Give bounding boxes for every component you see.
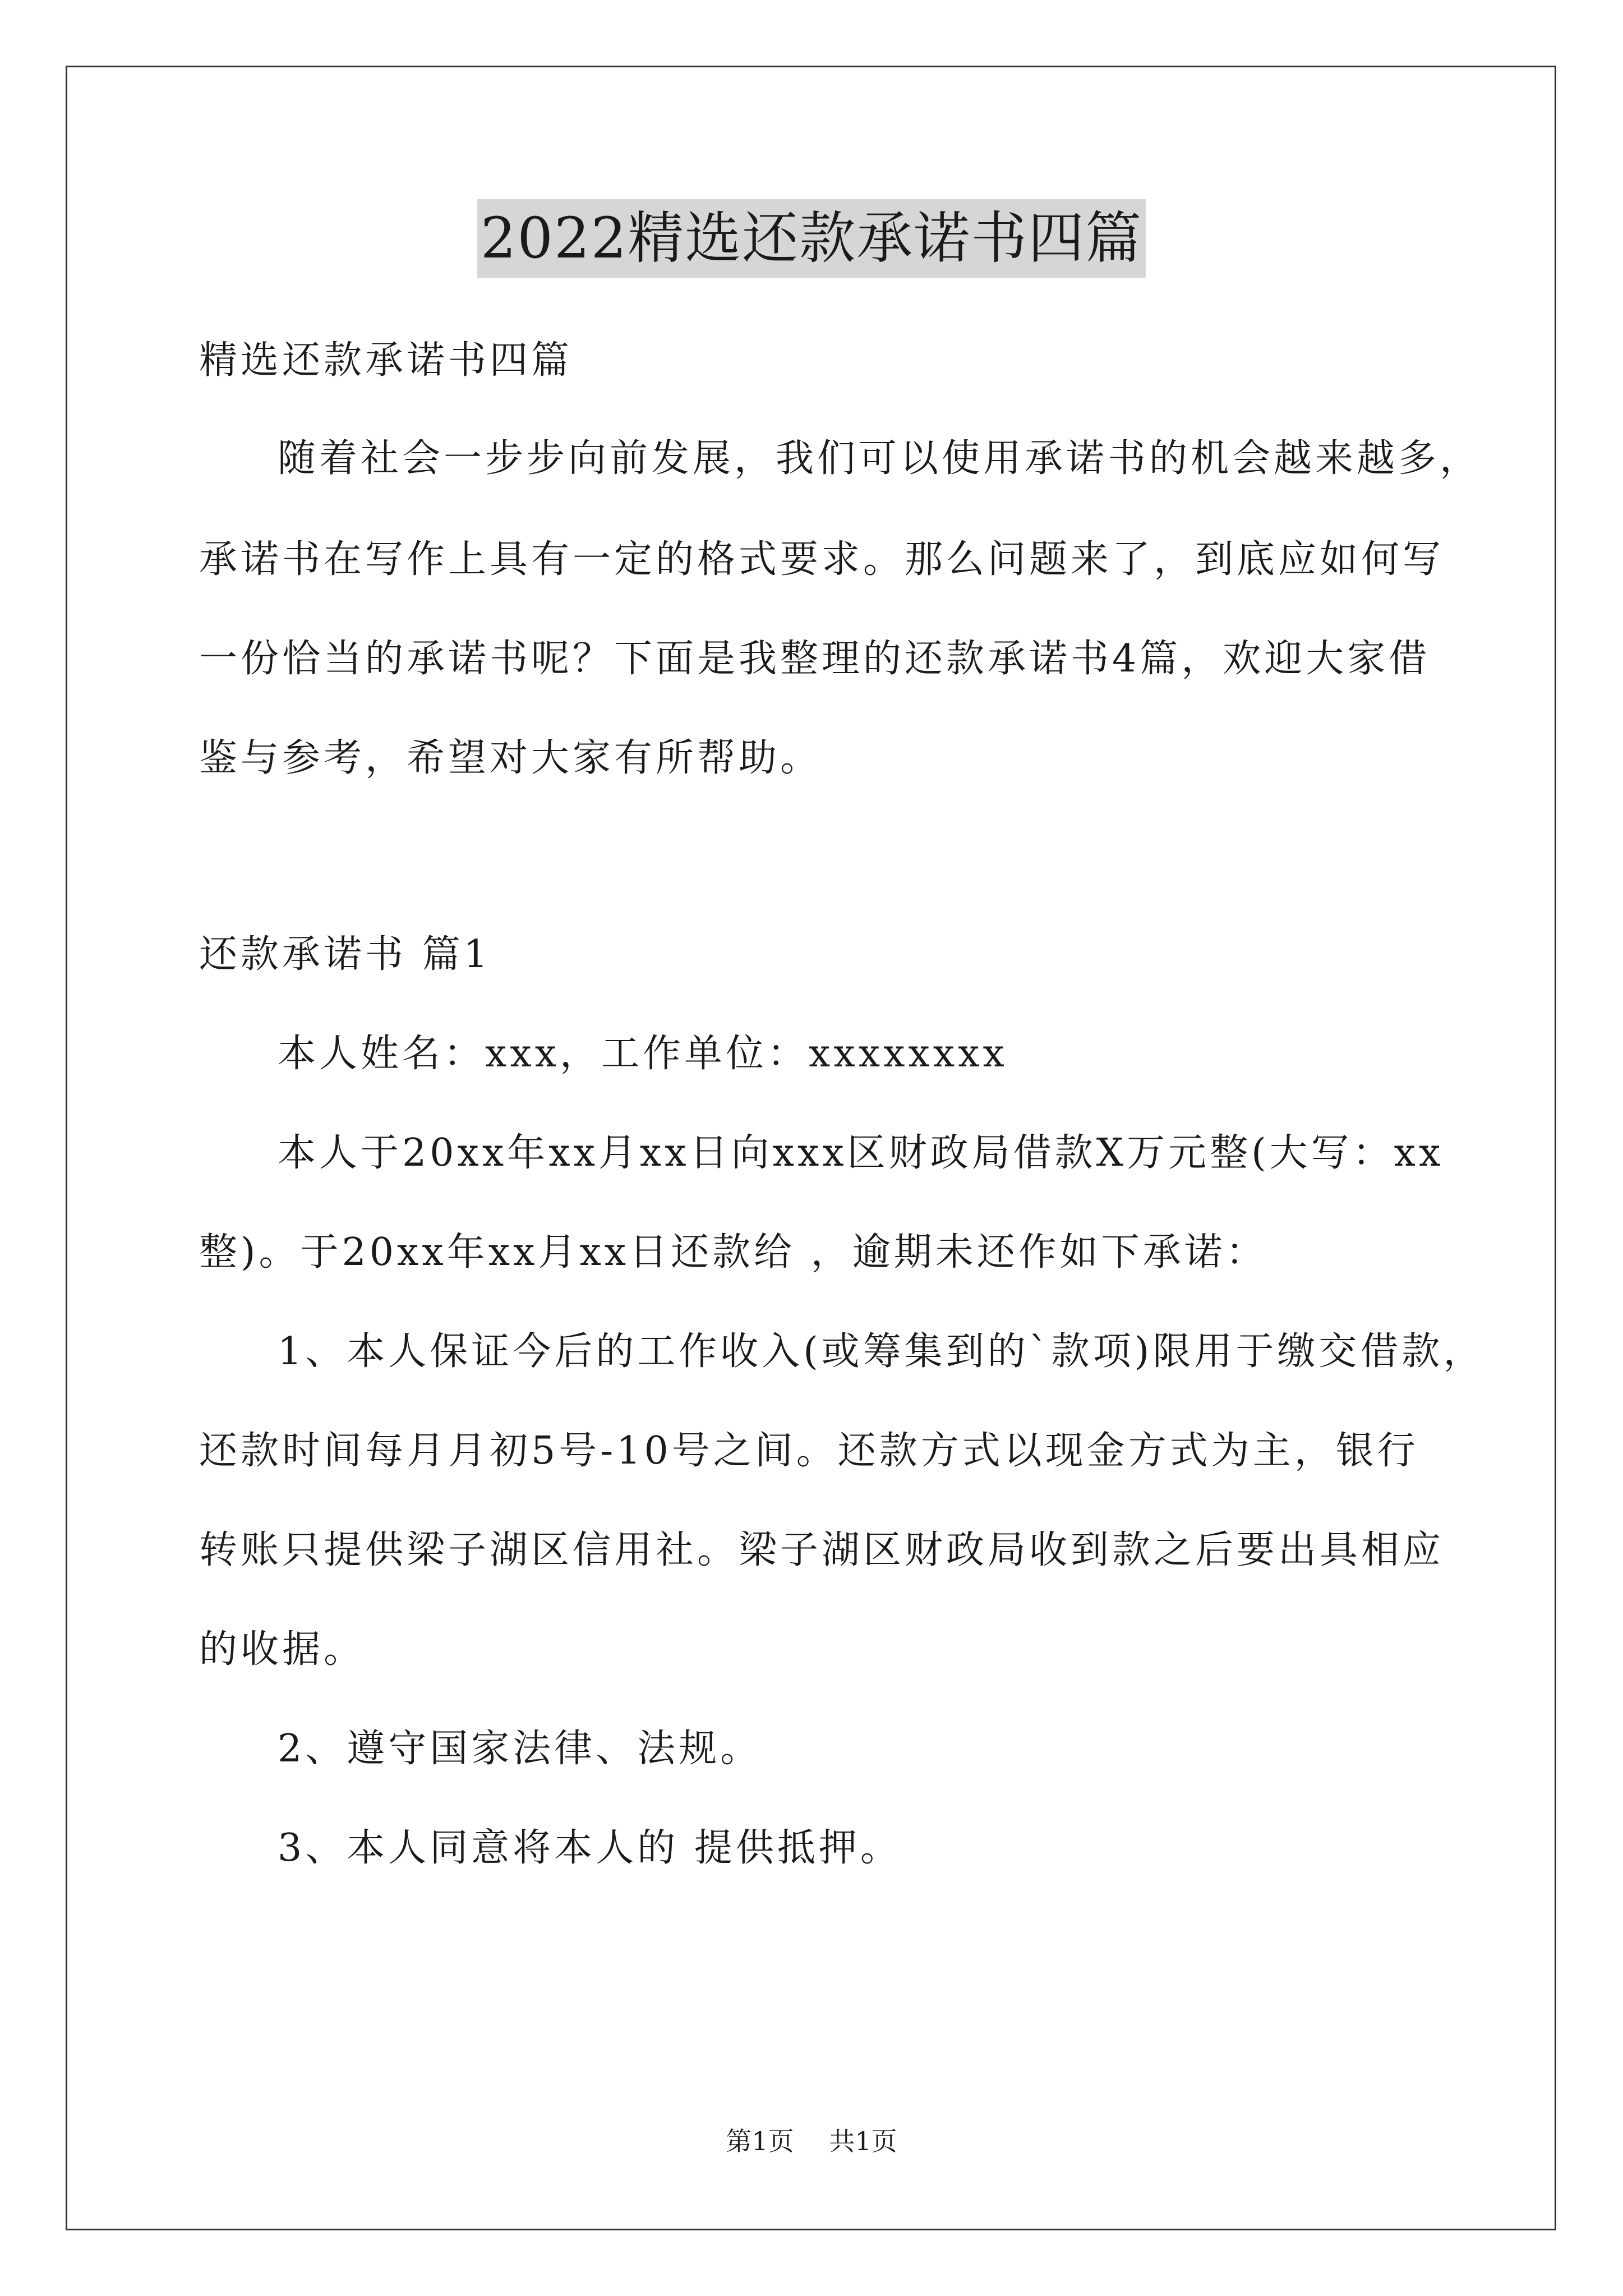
loan-line: 整)。于20xx年xx月xx日还款给 ，逾期未还作如下承诺：	[199, 1230, 1267, 1274]
intro-line: 鉴与参考，希望对大家有所帮助。	[199, 736, 822, 780]
subtitle: 精选还款承诺书四篇	[199, 338, 573, 383]
intro-line: 随着社会一步步向前发展，我们可以使用承诺书的机会越来越多，	[278, 436, 1482, 481]
item-2: 2、遵守国家法律、法规。	[278, 1727, 762, 1771]
item-3: 3、本人同意将本人的 提供抵押。	[278, 1826, 902, 1870]
intro-line: 一份恰当的承诺书呢？下面是我整理的还款承诺书4篇，欢迎大家借	[199, 637, 1431, 681]
item-1-line: 还款时间每月月初5号-10号之间。还款方式以现金方式为主，银行	[199, 1429, 1419, 1473]
item-1-line: 的收据。	[199, 1627, 366, 1672]
intro-line: 承诺书在写作上具有一定的格式要求。那么问题来了，到底应如何写	[199, 537, 1445, 582]
section-heading: 还款承诺书 篇1	[199, 932, 491, 977]
document-title: 2022精选还款承诺书四篇	[477, 199, 1146, 278]
loan-line: 本人于20xx年xx月xx日向xxx区财政局借款X万元整(大写：xx	[278, 1131, 1444, 1175]
title-wrap	[0, 199, 1623, 278]
personal-info: 本人姓名：xxx，工作单位：xxxxxxxx	[278, 1032, 1008, 1076]
page-total: 共1页	[829, 2126, 897, 2156]
item-1-line: 1、本人保证今后的工作收入(或筹集到的`款项)限用于缴交借款，	[278, 1329, 1485, 1374]
page-footer	[0, 2124, 1623, 2158]
page-number: 第1页	[726, 2126, 794, 2156]
item-1-line: 转账只提供梁子湖区信用社。梁子湖区财政局收到款之后要出具相应	[199, 1528, 1445, 1572]
